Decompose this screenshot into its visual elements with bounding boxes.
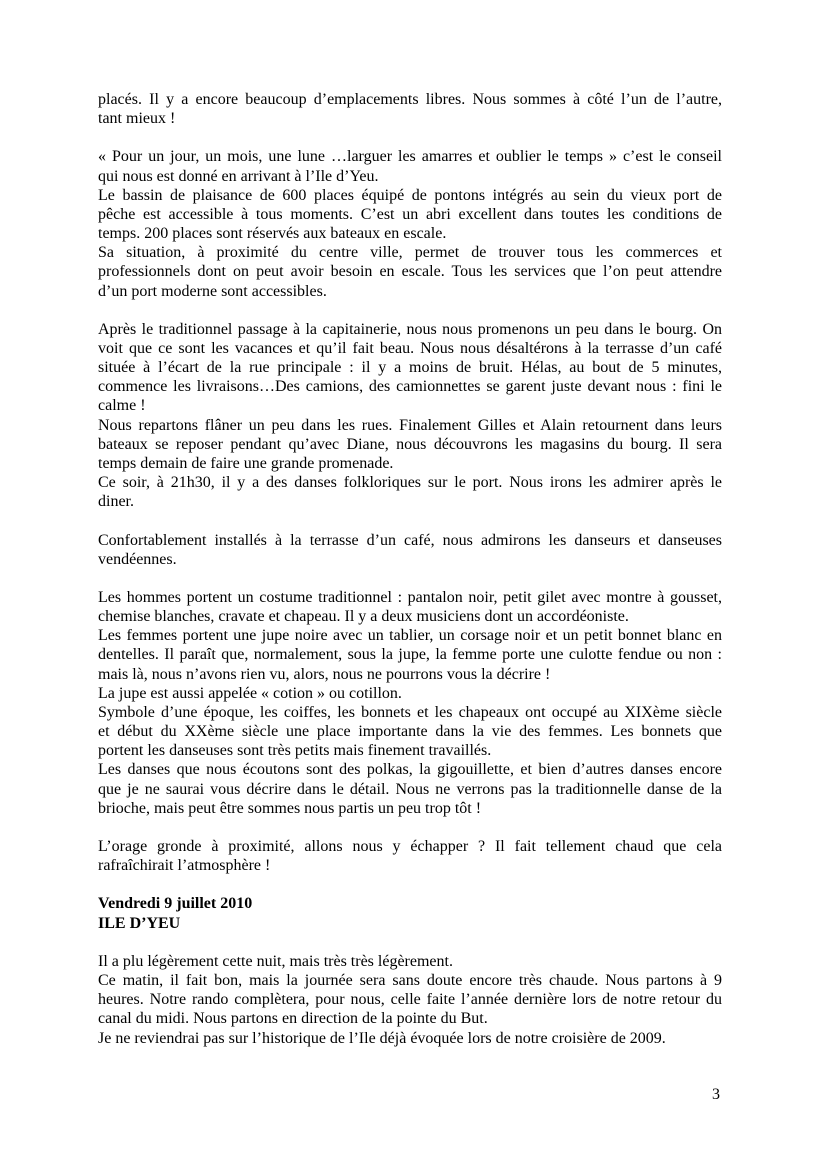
- text-line: vendéennes.: [98, 550, 177, 568]
- paragraph: [98, 90, 722, 128]
- paragraph: [98, 416, 722, 473]
- text-line: heures. Notre rando complètera, pour nous, celle faite l’année dernière lors de notre retour du: [98, 991, 722, 1009]
- paragraph: [98, 147, 722, 185]
- paragraph: [98, 243, 722, 300]
- text-line: L’orage gronde à proximité, allons nous y échapper ? Il fait tellement chaud que cela: [98, 838, 722, 856]
- text-section: [98, 147, 722, 300]
- heading-line-group: [98, 914, 722, 933]
- paragraph: [98, 531, 722, 569]
- heading-text: Vendredi 9 juillet 2010: [98, 895, 253, 913]
- text-section: [98, 320, 722, 512]
- text-line: voit que ce sont les vacances et qu’il fait beau. Nous nous désaltérons à la terrasse d’un café: [98, 340, 722, 357]
- text-line: commence les livraisons…Des camions, des camionnettes se garent juste devant nous : fini le: [98, 378, 722, 396]
- text-section: [98, 531, 722, 569]
- text-line: Confortablement installés à la terrasse d’un café, nous admirons les danseurs et danseuses: [98, 531, 722, 549]
- text-line: pêche est accessible à tous moments. C’est un abri excellent dans toutes les conditions de: [98, 205, 722, 223]
- text-line: Symbole d’une époque, les coiffes, les bonnets et les chapeaux ont occupé au XIXème siècle: [98, 703, 722, 721]
- text-line: située à l’écart de la rue principale : il y a moins de bruit. Hélas, au bout de 5 minutes,: [98, 359, 722, 377]
- text-line: Les femmes portent une jupe noire avec un tablier, un corsage noir et un petit bonnet blanc en: [98, 627, 722, 645]
- text-section: [98, 837, 722, 875]
- paragraph: [98, 952, 722, 971]
- text-section: [98, 90, 722, 128]
- text-line: bateaux se reposer pendant qu’avec Diane, nous découvrons les magasins du bourg. Il sera: [98, 435, 722, 453]
- text-line: temps. 200 places sont réservés aux bateaux en escale.: [98, 225, 447, 243]
- text-line: Les hommes portent un costume traditionnel : pantalon noir, petit gilet avec montre à gousset,: [98, 589, 722, 606]
- text-line: canal du midi. Nous partons en direction de la pointe du But.: [98, 1010, 488, 1028]
- page-number: 3: [712, 1086, 720, 1103]
- text-line: Ce soir, à 21h30, il y a des danses folkloriques sur le port. Nous irons les admirer après le: [98, 474, 722, 492]
- heading-line-group: [98, 894, 722, 913]
- text-line: Après le traditionnel passage à la capitainerie, nous nous promenons un peu dans le bourg. On: [98, 320, 722, 338]
- paragraph: [98, 1029, 722, 1048]
- text-line: rafraîchirait l’atmosphère !: [98, 857, 271, 875]
- text-line: dentelles. Il paraît que, normalement, sous la jupe, la femme porte une culotte fendue ou non :: [98, 646, 722, 664]
- heading-text: ILE D’YEU: [98, 914, 181, 932]
- paragraph: [98, 626, 722, 683]
- text-section: [98, 952, 722, 1048]
- text-line: Nous repartons flâner un peu dans les rues. Finalement Gilles et Alain retournent dans leurs: [98, 416, 722, 434]
- section-heading: [98, 894, 722, 932]
- text-line: diner.: [98, 493, 134, 511]
- paragraph: [98, 971, 722, 1028]
- text-line: Sa situation, à proximité du centre ville, permet de trouver tous les commerces et: [98, 244, 722, 262]
- paragraph: [98, 588, 722, 626]
- text-line: Le bassin de plaisance de 600 places équipé de pontons intégrés au sein du vieux port de: [98, 186, 722, 204]
- text-line: placés. Il y a encore beaucoup d’emplacements libres. Nous sommes à côté l’un de l’autre,: [98, 91, 722, 108]
- paragraph: [98, 320, 722, 416]
- text-line: qui nous est donné en arrivant à l’Ile d’Yeu.: [98, 167, 379, 185]
- text-line: et début du XXème siècle une place importante dans la vie des femmes. Les bonnets que: [98, 723, 722, 741]
- text-line: tant mieux !: [98, 110, 176, 128]
- text-line: professionnels dont on peut avoir besoin en escale. Tous les services que l’on peut attendre: [98, 263, 722, 281]
- text-section: [98, 588, 722, 818]
- paragraph: [98, 760, 722, 817]
- text-line: brioche, mais peut être sommes nous partis un peu trop tôt !: [98, 799, 482, 817]
- paragraph: [98, 684, 722, 703]
- paragraph: [98, 703, 722, 760]
- text-line: Il a plu légèrement cette nuit, mais très très légèrement.: [98, 952, 453, 970]
- text-line: que je ne saurai vous décrire dans le détail. Nous ne verrons pas la traditionnelle danse de la: [98, 780, 722, 798]
- text-line: calme !: [98, 397, 146, 415]
- document-body: [98, 90, 722, 1048]
- paragraph: [98, 473, 722, 511]
- text-line: temps demain de faire une grande promenade.: [98, 454, 394, 472]
- paragraph: [98, 837, 722, 875]
- text-line: Ce matin, il fait bon, mais la journée sera sans doute encore très chaude. Nous partons à 9: [98, 972, 722, 990]
- text-line: « Pour un jour, un mois, une lune …larguer les amarres et oublier le temps » c’est le conseil: [98, 148, 722, 166]
- text-line: d’un port moderne sont accessibles.: [98, 282, 327, 300]
- text-line: Les danses que nous écoutons sont des polkas, la gigouillette, et bien d’autres danses encore: [98, 761, 722, 779]
- text-line: mais là, nous n’avons rien vu, alors, nous ne pourrons vous la décrire !: [98, 665, 551, 683]
- text-line: portent les danseuses sont très petits mais finement travaillés.: [98, 742, 492, 760]
- text-line: chemise blanches, cravate et chapeau. Il y a deux musiciens dont un accordéoniste.: [98, 608, 629, 626]
- text-line: Je ne reviendrai pas sur l’historique de l’Ile déjà évoquée lors de notre croisière de 2009.: [98, 1029, 666, 1047]
- paragraph: [98, 186, 722, 243]
- text-line: La jupe est aussi appelée « cotion » ou cotillon.: [98, 684, 402, 702]
